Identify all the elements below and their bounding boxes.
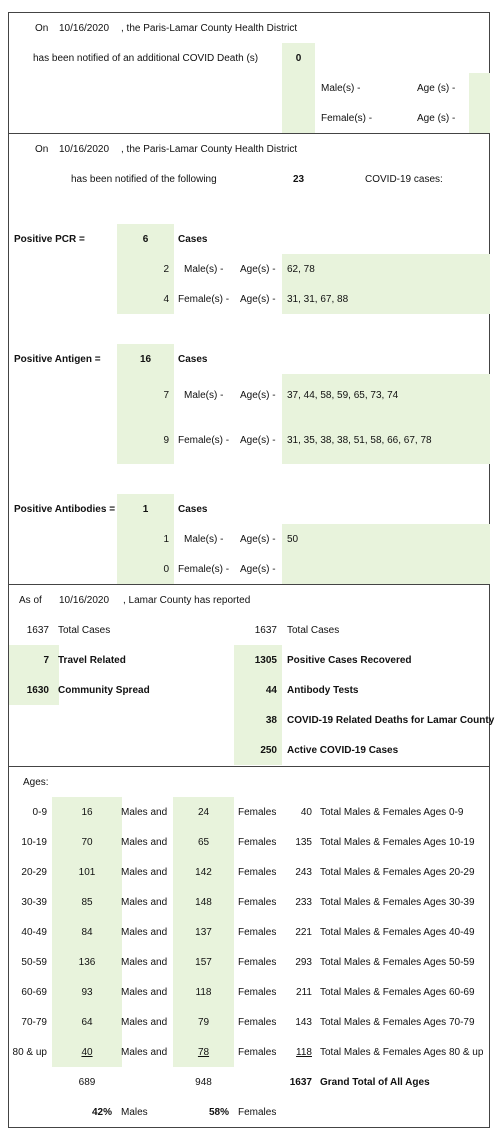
antigen-count: 16 xyxy=(139,354,152,365)
pcr-label: Positive PCR = xyxy=(14,234,85,245)
female-count: 78 xyxy=(197,1047,210,1058)
total-cases-right-value: 1637 xyxy=(254,625,277,636)
antigen-cases-word: Cases xyxy=(178,354,208,365)
cases-label: COVID-19 cases: xyxy=(365,174,443,185)
age-range: 20-29 xyxy=(21,867,47,878)
recovered-value: 1305 xyxy=(254,655,277,666)
male-age-label: Age (s) - xyxy=(417,83,456,94)
pcr-male-count: 2 xyxy=(163,264,169,275)
antibodies-female-age-label: Age(s) - xyxy=(240,564,276,575)
antibodies-male-label: Male(s) - xyxy=(184,534,224,545)
male-count: 70 xyxy=(81,837,93,848)
female-pct-label: Females xyxy=(238,1107,277,1118)
death-notice-section xyxy=(8,12,490,134)
females-label: Females xyxy=(238,807,277,818)
notified-text: has been notified of an additional COVID Death (s) xyxy=(33,53,259,64)
male-count: 136 xyxy=(78,957,96,968)
antibodies-female-count: 0 xyxy=(163,564,169,575)
age-range: 80 & up xyxy=(12,1047,47,1058)
age-total-label: Total Males & Females Ages 50-59 xyxy=(320,957,475,968)
female-count: 24 xyxy=(197,807,210,818)
antigen-male-count: 7 xyxy=(163,390,169,401)
cases-section xyxy=(8,133,490,585)
age-range: 30-39 xyxy=(21,897,47,908)
males-and-label: Males and xyxy=(121,1017,168,1028)
age-total-label: Total Males & Females Ages 30-39 xyxy=(320,897,475,908)
females-label: Females xyxy=(238,867,277,878)
female-count: 137 xyxy=(195,927,212,938)
report-date: 10/16/2020 xyxy=(59,595,110,606)
antigen-label: Positive Antigen = xyxy=(14,354,101,365)
age-total-label: Total Males & Females Ages 80 & up xyxy=(320,1047,484,1058)
age-range: 0-9 xyxy=(32,807,47,818)
death-count: 0 xyxy=(295,53,302,64)
age-total: 293 xyxy=(295,957,312,968)
age-total: 40 xyxy=(300,807,312,818)
pcr-count: 6 xyxy=(142,234,149,245)
age-total: 233 xyxy=(295,897,312,908)
total-cases-left-label: Total Cases xyxy=(58,625,111,636)
female-pct: 58% xyxy=(208,1107,229,1118)
antigen-male-ages: 37, 44, 58, 59, 65, 73, 74 xyxy=(287,390,399,401)
pcr-male-age-label: Age(s) - xyxy=(240,264,276,275)
antibody-tests-value: 44 xyxy=(265,685,277,696)
summary-section xyxy=(8,584,495,767)
age-range: 60-69 xyxy=(21,987,47,998)
males-and-label: Males and xyxy=(121,957,168,968)
report-date: 10/16/2020 xyxy=(59,23,110,34)
males-and-label: Males and xyxy=(121,927,168,938)
male-pct: 42% xyxy=(91,1107,112,1118)
male-count: 93 xyxy=(81,987,93,998)
grand-total-label: Grand Total of All Ages xyxy=(320,1077,430,1088)
antigen-female-label: Female(s) - xyxy=(178,435,230,446)
ages-title: Ages: xyxy=(23,777,49,788)
antibody-tests-label: Antibody Tests xyxy=(287,685,359,696)
grand-total: 1637 xyxy=(289,1077,312,1088)
males-and-label: Males and xyxy=(121,867,168,878)
pcr-cases-word: Cases xyxy=(178,234,208,245)
antibodies-female-label: Female(s) - xyxy=(178,564,230,575)
females-label: Females xyxy=(238,927,277,938)
male-count: 64 xyxy=(81,1017,93,1028)
pcr-female-label: Female(s) - xyxy=(178,294,230,305)
pcr-male-label: Male(s) - xyxy=(184,264,224,275)
females-label: Females xyxy=(238,837,277,848)
age-total: 135 xyxy=(295,837,312,848)
antibodies-cases-word: Cases xyxy=(178,504,208,515)
male-count: 84 xyxy=(81,927,93,938)
males-and-label: Males and xyxy=(121,837,168,848)
reported-text: , Lamar County has reported xyxy=(123,595,251,606)
antibodies-male-ages: 50 xyxy=(287,534,299,545)
antigen-female-count: 9 xyxy=(163,435,169,446)
antigen-ages-cell xyxy=(282,374,490,464)
male-count: 40 xyxy=(81,1047,93,1058)
age-total: 221 xyxy=(295,927,312,938)
pcr-male-ages: 62, 78 xyxy=(287,264,315,275)
male-count: 85 xyxy=(81,897,93,908)
total-cases-left-value: 1637 xyxy=(26,625,49,636)
antigen-male-label: Male(s) - xyxy=(184,390,224,401)
antibodies-male-age-label: Age(s) - xyxy=(240,534,276,545)
age-total-label: Total Males & Females Ages 10-19 xyxy=(320,837,475,848)
pcr-female-ages: 31, 31, 67, 88 xyxy=(287,294,349,305)
female-count: 79 xyxy=(197,1017,210,1028)
antibodies-count: 1 xyxy=(142,504,149,515)
report-date: 10/16/2020 xyxy=(59,144,110,155)
female-count: 157 xyxy=(195,957,212,968)
active-value: 250 xyxy=(260,745,277,756)
females-label: Females xyxy=(238,987,277,998)
community-label: Community Spread xyxy=(58,685,150,696)
district-text: , the Paris-Lamar County Health District xyxy=(121,144,298,155)
community-value: 1630 xyxy=(26,685,49,696)
females-label: Females xyxy=(238,897,277,908)
total-new-cases: 23 xyxy=(293,174,305,185)
age-total-label: Total Males & Females Ages 0-9 xyxy=(320,807,464,818)
female-label: Female(s) - xyxy=(321,113,373,124)
recovered-label: Positive Cases Recovered xyxy=(287,655,412,666)
ages-section xyxy=(8,766,490,1128)
district-text: , the Paris-Lamar County Health District xyxy=(121,23,298,34)
age-range: 10-19 xyxy=(21,837,47,848)
age-total: 143 xyxy=(295,1017,312,1028)
antigen-female-age-label: Age(s) - xyxy=(240,435,276,446)
age-range: 70-79 xyxy=(21,1017,47,1028)
antigen-male-age-label: Age(s) - xyxy=(240,390,276,401)
female-count: 65 xyxy=(197,837,210,848)
pcr-female-age-label: Age(s) - xyxy=(240,294,276,305)
as-of-label: As of xyxy=(19,595,42,606)
females-label: Females xyxy=(238,957,277,968)
death-age-cell xyxy=(469,73,490,133)
antibodies-ages-cell xyxy=(282,524,490,584)
deaths-value: 38 xyxy=(265,715,277,726)
deaths-label: COVID-19 Related Deaths for Lamar County xyxy=(287,715,495,726)
male-label: Male(s) - xyxy=(321,83,361,94)
males-and-label: Males and xyxy=(121,987,168,998)
on-label: On xyxy=(35,144,49,155)
age-total-label: Total Males & Females Ages 70-79 xyxy=(320,1017,475,1028)
males-and-label: Males and xyxy=(121,897,168,908)
notified-text: has been notified of the following xyxy=(71,174,217,185)
males-and-label: Males and xyxy=(121,1047,168,1058)
female-count: 118 xyxy=(195,987,212,998)
male-count: 101 xyxy=(78,867,96,878)
female-total: 948 xyxy=(195,1077,212,1088)
antibodies-label: Positive Antibodies = xyxy=(14,504,116,515)
females-label: Females xyxy=(238,1017,277,1028)
female-age-label: Age (s) - xyxy=(417,113,456,124)
pcr-female-count: 4 xyxy=(163,294,169,305)
active-label: Active COVID-19 Cases xyxy=(287,745,399,756)
females-label: Females xyxy=(238,1047,277,1058)
travel-value: 7 xyxy=(43,655,49,666)
age-total: 118 xyxy=(296,1047,312,1058)
males-and-label: Males and xyxy=(121,807,168,818)
age-total-label: Total Males & Females Ages 20-29 xyxy=(320,867,475,878)
age-total-label: Total Males & Females Ages 40-49 xyxy=(320,927,475,938)
male-count: 16 xyxy=(81,807,93,818)
travel-label: Travel Related xyxy=(58,655,126,666)
antibodies-male-count: 1 xyxy=(163,534,169,545)
male-total: 689 xyxy=(78,1077,96,1088)
age-total: 211 xyxy=(296,987,312,998)
age-range: 40-49 xyxy=(21,927,47,938)
age-range: 50-59 xyxy=(21,957,47,968)
age-total: 243 xyxy=(295,867,312,878)
female-count: 148 xyxy=(195,897,212,908)
female-count: 142 xyxy=(195,867,212,878)
antigen-female-ages: 31, 35, 38, 38, 51, 58, 66, 67, 78 xyxy=(287,435,432,446)
age-total-label: Total Males & Females Ages 60-69 xyxy=(320,987,475,998)
total-cases-right-label: Total Cases xyxy=(287,625,340,636)
male-pct-label: Males xyxy=(121,1107,148,1118)
on-label: On xyxy=(35,23,49,34)
